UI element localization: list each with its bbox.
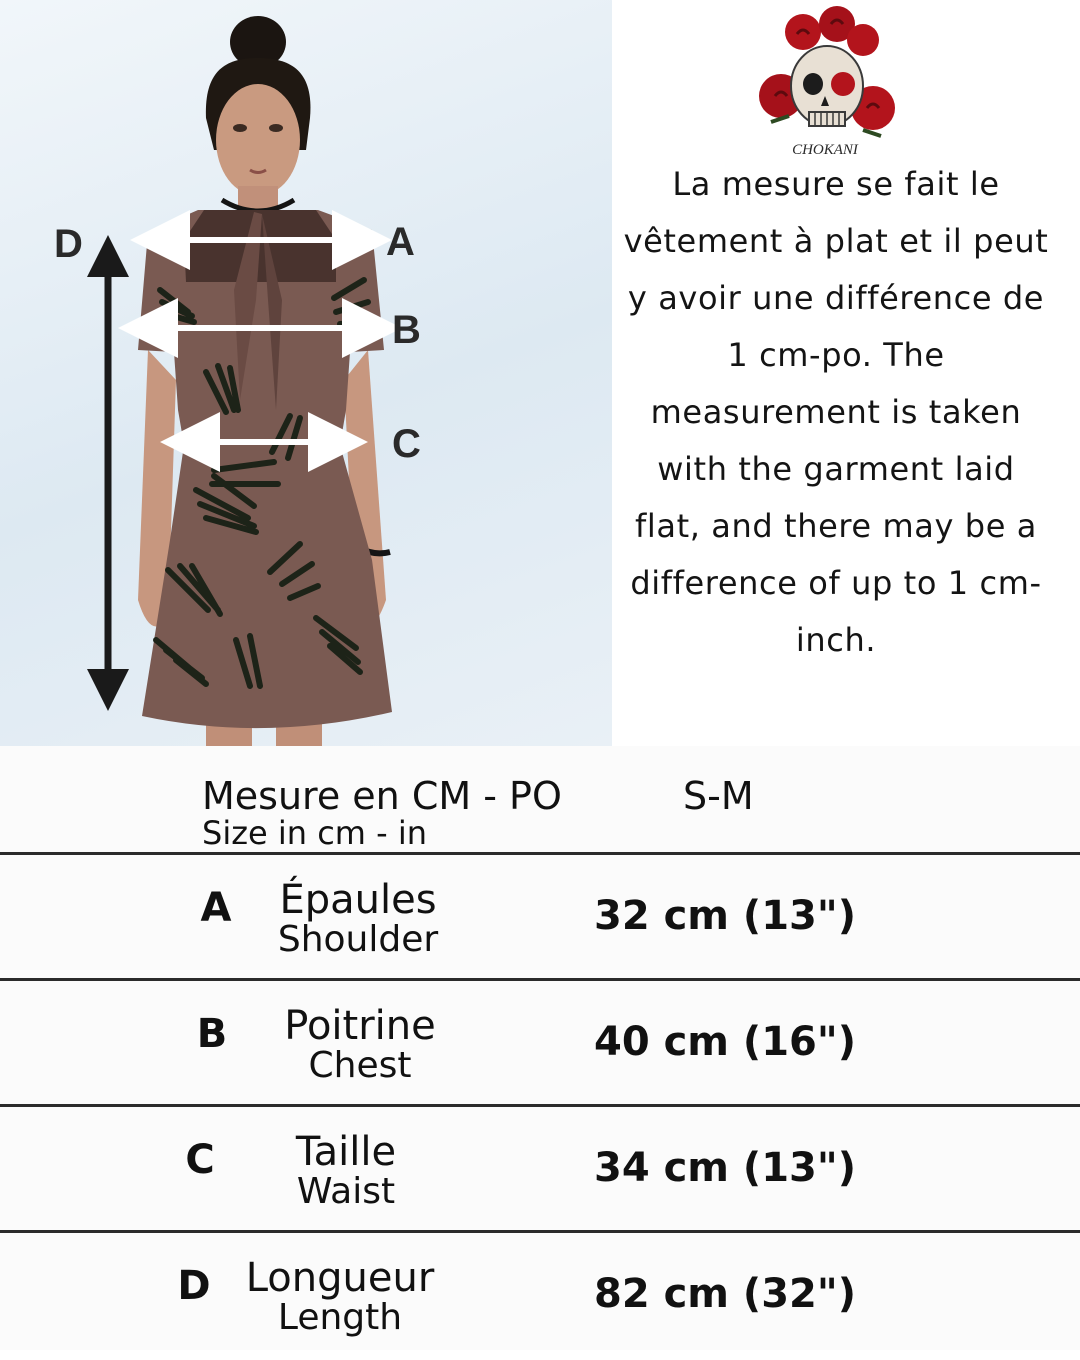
table-row-length xyxy=(0,1234,1080,1360)
marker-a: A xyxy=(386,220,415,264)
marker-d: D xyxy=(54,222,83,266)
row-label-french: Longueur xyxy=(245,1255,435,1301)
table-row-waist xyxy=(0,1108,1080,1234)
chokani-skull-roses-logo xyxy=(745,4,905,160)
face xyxy=(216,84,300,196)
note-english: The measurement is taken with the garment laid flat, and there may be a difference of up to 1 cm-inch. xyxy=(630,336,1042,659)
row-letter: B xyxy=(196,1011,228,1057)
table-row-chest xyxy=(0,982,1080,1108)
row-label-english: Chest xyxy=(308,1045,412,1086)
row-letter: C xyxy=(185,1137,215,1183)
divider xyxy=(0,1230,1080,1233)
marker-c: C xyxy=(392,422,421,466)
note-french: La mesure se fait le vêtement à plat et il peut y avoir une différence de 1 cm-po. xyxy=(623,165,1049,374)
row-value: 82 cm (32") xyxy=(594,1271,856,1317)
measurement-note xyxy=(620,156,1052,669)
table-header xyxy=(0,746,1080,852)
size-chart-table xyxy=(0,746,1080,1350)
model-photo xyxy=(0,0,612,746)
row-label-english: Length xyxy=(277,1297,403,1338)
row-label-english: Shoulder xyxy=(277,919,439,960)
row-label-french: Taille xyxy=(295,1129,397,1175)
header-measure-french: Mesure en CM - PO xyxy=(202,774,562,818)
row-value: 34 cm (13") xyxy=(594,1145,856,1191)
divider xyxy=(0,852,1080,855)
row-label-french: Poitrine xyxy=(284,1003,436,1049)
divider xyxy=(0,978,1080,981)
row-label-french: Épaules xyxy=(279,877,437,923)
table-row-shoulder xyxy=(0,856,1080,982)
row-letter: A xyxy=(200,885,232,931)
row-value: 40 cm (16") xyxy=(594,1019,856,1065)
marker-b: B xyxy=(392,308,421,352)
row-letter: D xyxy=(177,1263,211,1309)
header-measure-english: Size in cm - in xyxy=(202,814,428,852)
row-value: 32 cm (13") xyxy=(594,893,856,939)
dress-illustration xyxy=(0,0,612,746)
header-size: S-M xyxy=(683,774,754,818)
row-label-english: Waist xyxy=(296,1171,396,1212)
divider xyxy=(0,1104,1080,1107)
logo-wordmark: CHOKANI xyxy=(792,142,858,158)
